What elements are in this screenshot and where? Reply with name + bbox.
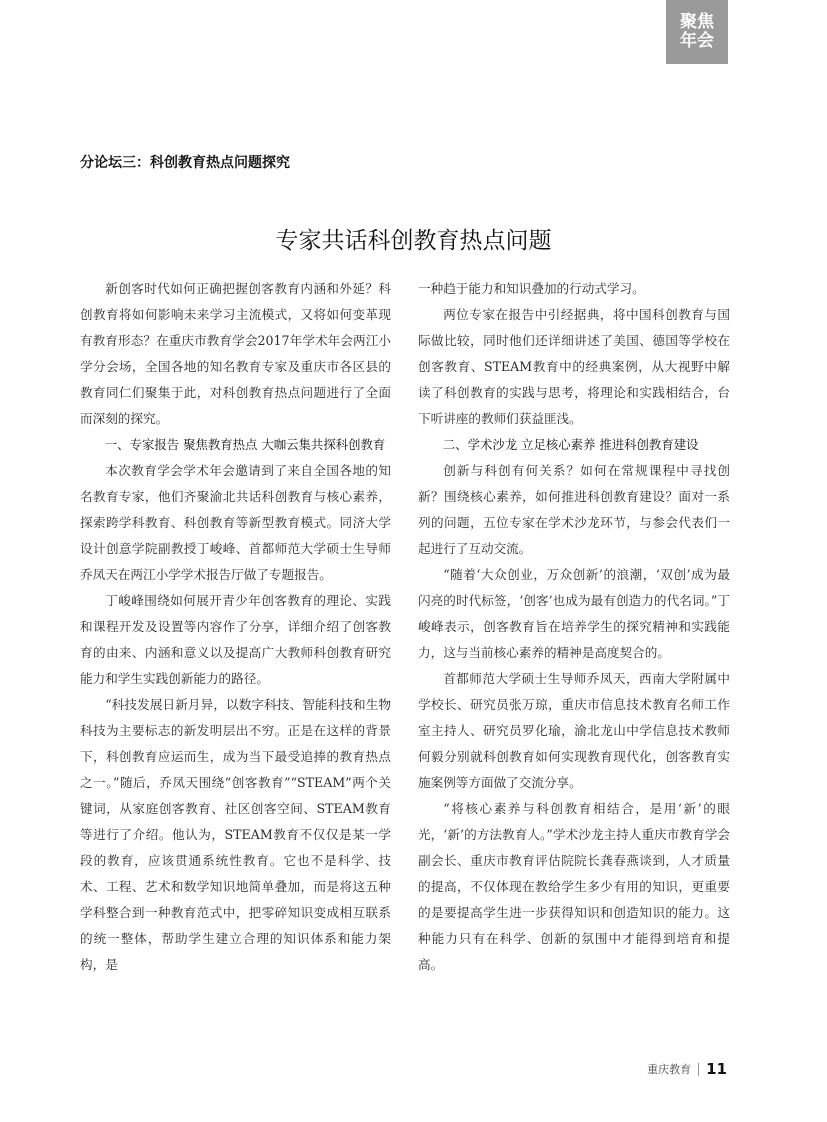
section-tab-line2: 年会: [680, 31, 714, 51]
paragraph: 本次教育学会学术年会邀请到了来自全国各地的知名教育专家，他们齐聚渝北共话科创教育与核心素养，探索跨学科教育、科创教育等新型教育模式。同济大学设计创意学院副教授丁峻峰、首都师范大学硕士生导师乔凤天在两江小学学术报告厅做了专题报告。: [80, 463, 391, 582]
section-tab: [666, 0, 728, 64]
left-column: [80, 276, 391, 978]
paragraph: “科技发展日新月异，以数字科技、智能科技和生物科技为主要标志的新发明层出不穷。正是在这样的背景下，科创教育应运而生，成为当下最受追捧的教育热点之一。”随后，乔凤天围绕“创客教育”“STEAM”两个关键词，从家庭创客教育、社区创客空间、STEAM教育等进行了介绍。他认为，STEAM教育不仅仅是某一学段的教育，应该贯通系统性教育。它也不是科学、技术、工程、艺术和数学知识地简单叠加，而是将这五种学科整合到一种教育范式中，把零碎知识变成相互联系的统一整体，帮助学生建立合理的知识体系和能力架构，是: [80, 697, 391, 972]
paragraph: 两位专家在报告中引经据典，将中国科创教育与国际做比较，同时他们还详细讲述了美国、德国等学校在创客教育、STEAM教育中的经典案例，从大视野中解读了科创教育的实践与思考，将理论和实践相结合，台下听讲座的教师们获益匪浅。: [418, 307, 730, 426]
page-number: 11: [706, 1060, 727, 1078]
magazine-name: 重庆教育: [647, 1063, 692, 1076]
paragraph: 创新与科创有何关系？如何在常规课程中寻找创新？围绕核心素养，如何推进科创教育建设？面对一系列的问题，五位专家在学术沙龙环节，与参会代表们一起进行了互动交流。: [418, 463, 730, 556]
article-title: 专家共话科创教育热点问题: [275, 228, 552, 254]
right-column: [418, 276, 730, 978]
page-footer: [647, 1060, 727, 1078]
section-heading: 一、专家报告 聚焦教育热点 大咖云集共探科创教育: [104, 437, 386, 452]
paragraph: 首都师范大学硕士生导师乔凤天，西南大学附属中学校长、研究员张万琼，重庆市信息技术教育名师工作室主持人、研究员罗化瑜，渝北龙山中学信息技术教师何毅分别就科创教育如何实现教育现代化，创客教育实施案例等方面做了交流分享。: [418, 671, 730, 790]
paragraph: “随着‘大众创业，万众创新’的浪潮，‘双创’成为最闪亮的时代标签，‘创客’也成为最有创造力的代名词。”丁峻峰表示，创客教育旨在培养学生的探究精神和实践能力，这与当前核心素养的精神是高度契合的。: [418, 567, 730, 660]
forum-title: 分论坛三：科创教育热点问题探究: [80, 155, 290, 171]
section-heading: 二、学术沙龙 立足核心素养 推进科创教育建设: [442, 437, 699, 452]
section-tab-line1: 聚焦: [680, 12, 714, 32]
paragraph: “将核心素养与科创教育相结合，是用‘新’的眼光，‘新’的方法教育人。”学术沙龙主持人重庆市教育学会副会长、重庆市教育评估院院长龚春燕谈到，人才质量的提高，不仅体现在教给学生多少有用的知识，更重要的是要提高学生进一步获得知识和创造知识的能力。这种能力只有在科学、创新的氛围中才能得到培育和提高。: [418, 801, 730, 972]
footer-divider: [698, 1063, 699, 1076]
paragraph: 新创客时代如何正确把握创客教育内涵和外延？科创教育将如何影响未来学习主流模式，又将如何变革现有教育形态？在重庆市教育学会2017年学术年会两江小学分会场，全国各地的知名教育专家及重庆市各区县的教育同仁们聚集于此，对科创教育热点问题进行了全面而深刻的探究。: [80, 281, 391, 426]
paragraph: 丁峻峰围绕如何展开青少年创客教育的理论、实践和课程开发及设置等内容作了分享，详细介绍了创客教育的由来、内涵和意义以及提高广大教师科创教育研究能力和学生实践创新能力的路径。: [80, 593, 391, 686]
paragraph-continued: 一种趋于能力和知识叠加的行动式学习。: [418, 281, 645, 296]
